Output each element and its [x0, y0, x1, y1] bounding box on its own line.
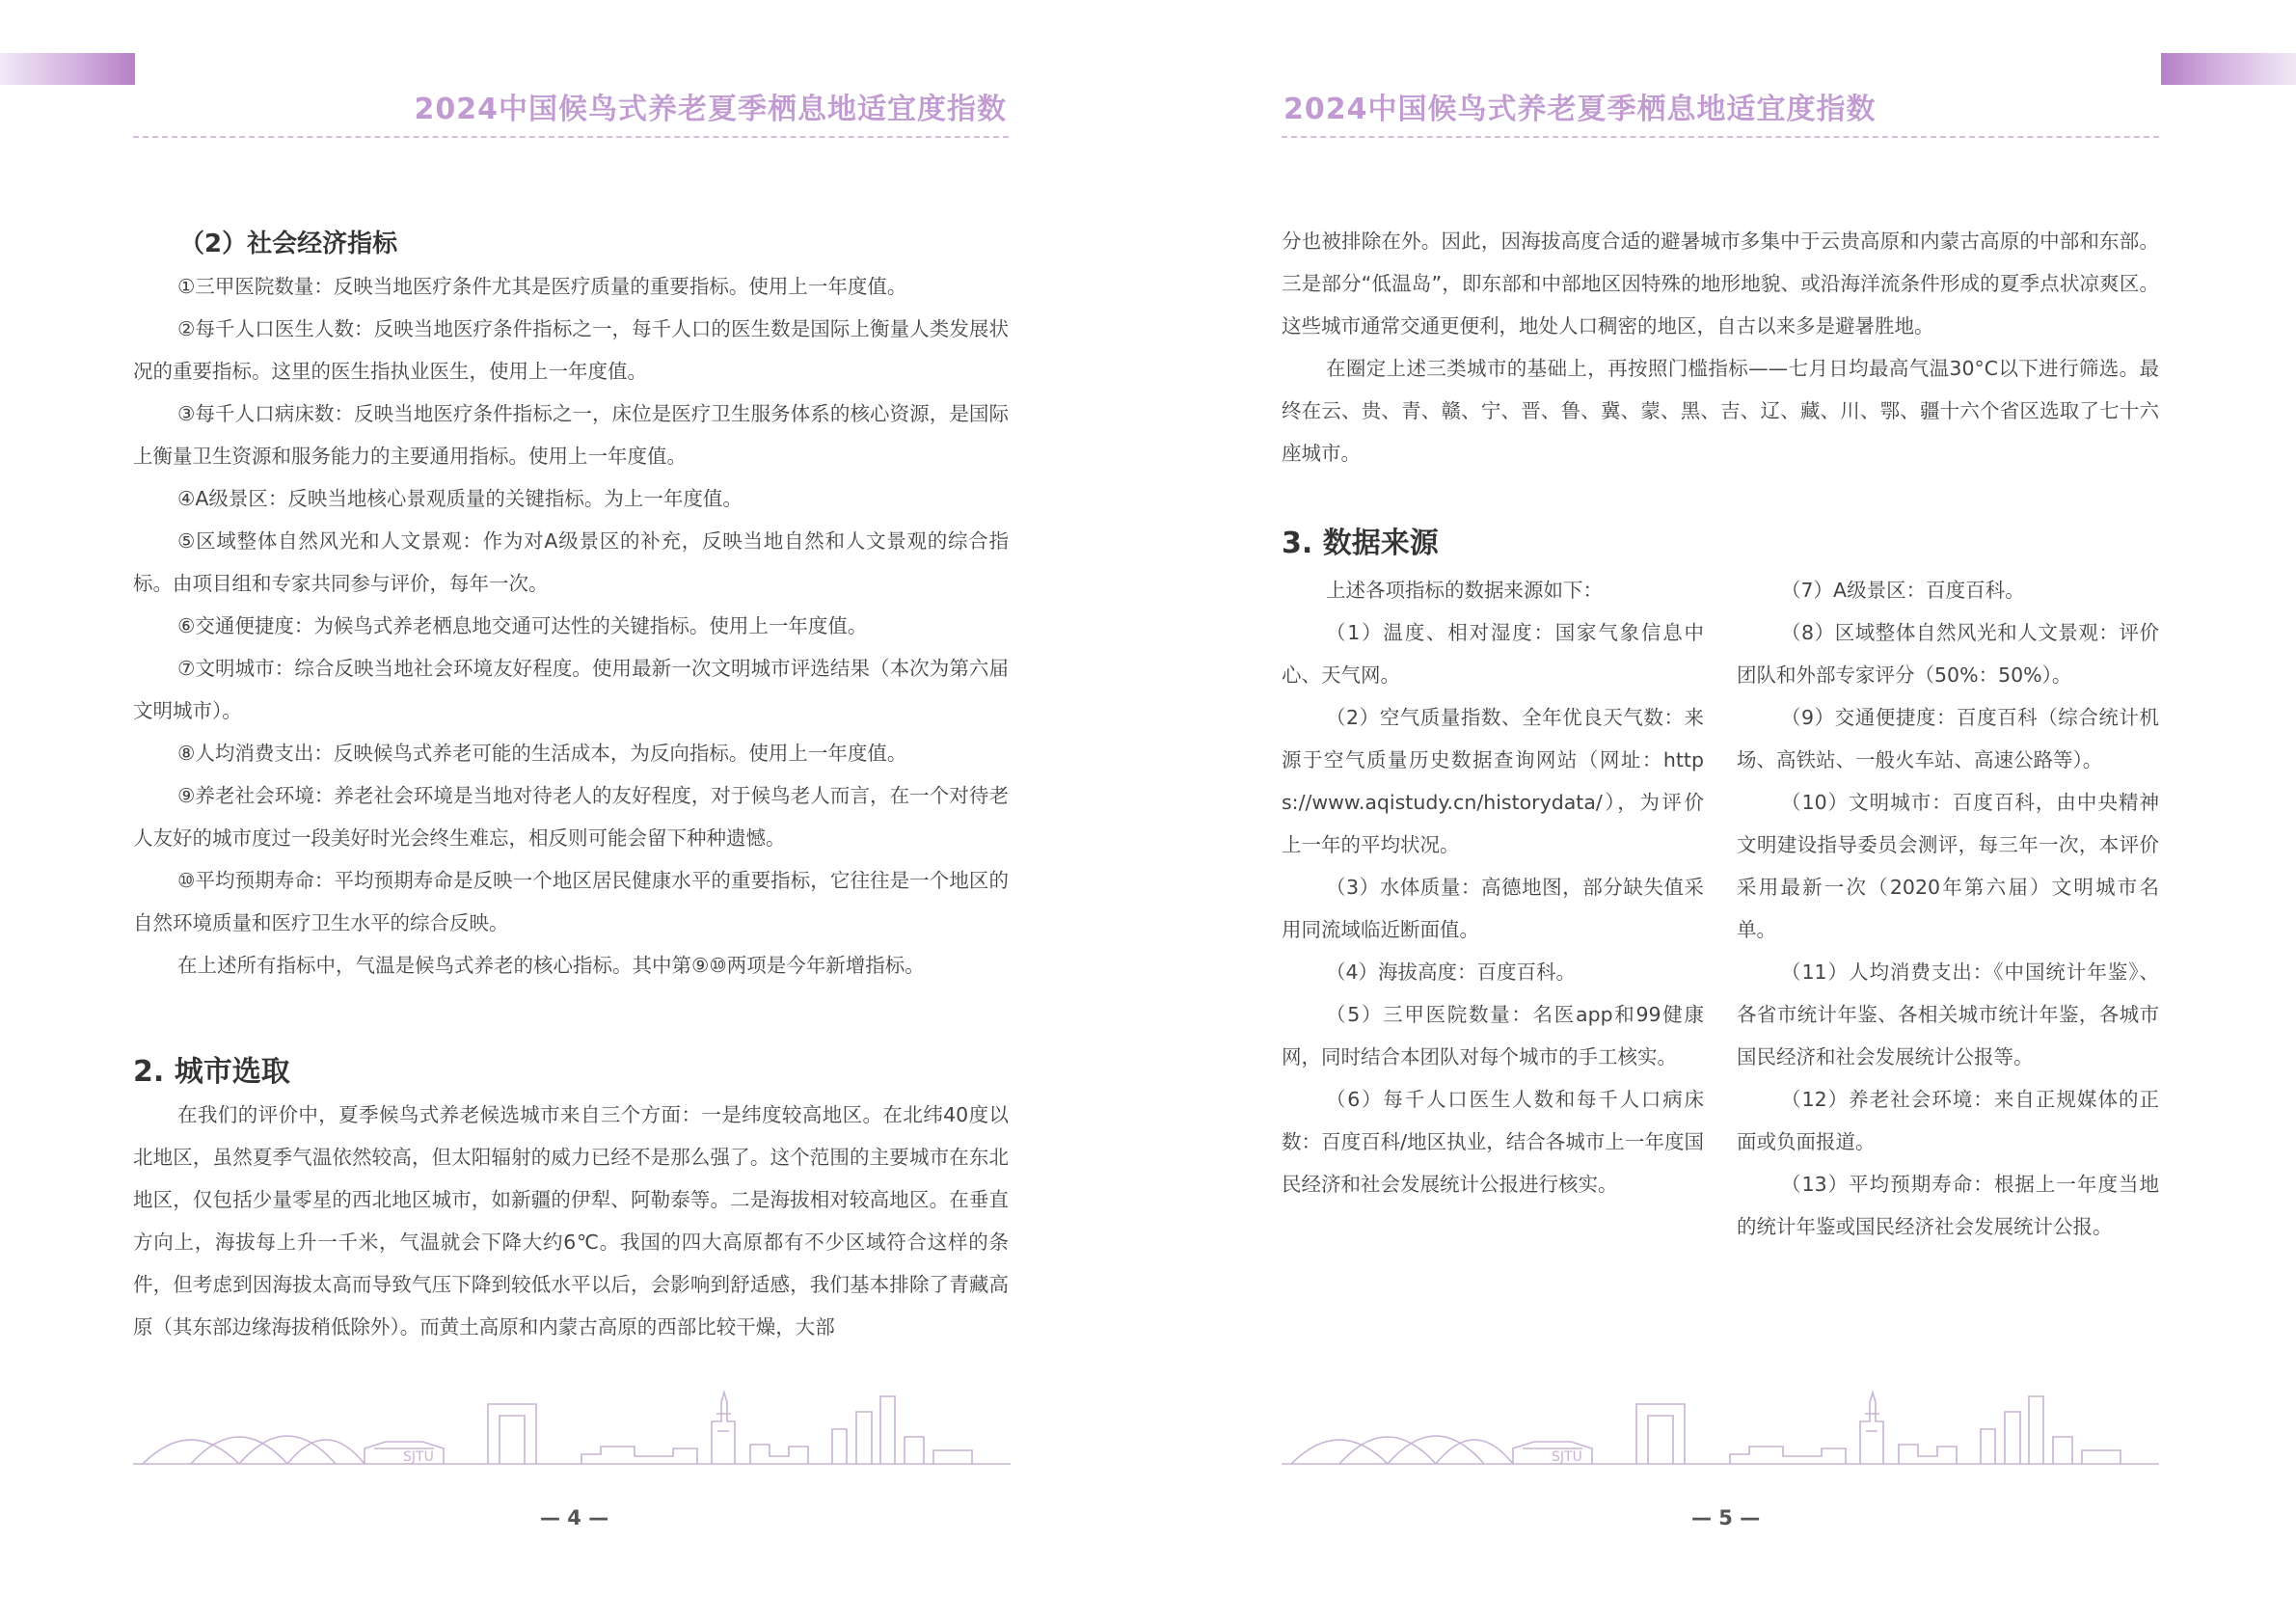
paragraph: ④A级景区：反映当地核心景观质量的关键指标。为上一年度值。 — [177, 487, 743, 510]
data-sources-columns — [1282, 569, 2159, 1248]
skyline-label: SJTU — [1552, 1449, 1582, 1465]
left-header-tab — [0, 53, 135, 85]
paragraph: ⑨养老社会环境：养老社会环境是当地对待老人的友好程度，对于候鸟老人而言，在一个对待老人友好的城市度过一段美好时光会终生难忘，相反则可能会留下种种遗憾。 — [133, 784, 1009, 850]
paragraph: 在上述所有指标中，气温是候鸟式养老的核心指标。其中第⑨⑩两项是今年新增指标。 — [177, 954, 925, 977]
section-heading: 3. 数据来源 — [1282, 527, 1439, 560]
right-continued-text — [1282, 220, 2159, 474]
list-item: （6）每千人口医生人数和每千人口病床数：百度百科/地区执业，结合各城市上一年度国民经济和社会发展统计公报进行核实。 — [1282, 1088, 1704, 1196]
paragraph: ②每千人口医生人数：反映当地医疗条件指标之一，每千人口的医生数是国际上衡量人类发展状况的重要指标。这里的医生指执业医生，使用上一年度值。 — [133, 317, 1009, 383]
list-item: （11）人均消费支出：《中国统计年鉴》、各省市统计年鉴、各相关城市统计年鉴，各城市国民经济和社会发展统计公报等。 — [1737, 960, 2159, 1068]
page-number: — 4 — — [540, 1506, 609, 1529]
list-item: （2）空气质量指数、全年优良天气数：来源于空气质量历史数据查询网站（网址：https://www.aqistudy.cn/historydata/），为评价上一年的平均状况。 — [1282, 706, 1704, 856]
running-title: 2024中国候鸟式养老夏季栖息地适宜度指数 — [414, 93, 1007, 126]
right-header-tab — [2161, 53, 2296, 85]
section-data-sources-heading-block — [1282, 523, 2159, 565]
list-item: （3）水体质量：高德地图，部分缺失值采用同流域临近断面值。 — [1282, 876, 1704, 941]
paragraph: ①三甲医院数量：反映当地医疗条件尤其是医疗质量的重要指标。使用上一年度值。 — [177, 275, 907, 298]
header-divider — [133, 136, 1009, 138]
paragraph: ⑧人均消费支出：反映候鸟式养老可能的生活成本，为反向指标。使用上一年度值。 — [177, 742, 907, 765]
paragraph: ⑦文明城市：综合反映当地社会环境友好程度。使用最新一次文明城市评选结果（本次为第六届文明城市）。 — [133, 657, 1009, 722]
city-skyline-illustration — [1282, 1389, 2159, 1466]
city-skyline-illustration — [133, 1389, 1011, 1466]
paragraph: ③每千人口病床数：反映当地医疗条件指标之一，床位是医疗卫生服务体系的核心资源，是国际上衡量卫生资源和服务能力的主要通用指标。使用上一年度值。 — [133, 402, 1009, 468]
sub-heading: （2）社会经济指标 — [179, 230, 398, 258]
list-item: 上述各项指标的数据来源如下： — [1326, 579, 1603, 602]
list-item: （9）交通便捷度：百度百科（综合统计机场、高铁站、一般火车站、高速公路等）。 — [1737, 706, 2159, 771]
section-city-selection — [133, 1051, 1009, 1348]
paragraph: ⑥交通便捷度：为候鸟式养老栖息地交通可达性的关键指标。使用上一年度值。 — [177, 614, 868, 637]
paragraph: 分也被排除在外。因此，因海拔高度合适的避暑城市多集中于云贵高原和内蒙古高原的中部和东部。三是部分“低温岛”，即东部和中部地区因特殊的地形地貌、或沿海洋流条件形成的夏季点状凉爽区。这些城市通常交通更便利，地处人口稠密的地区，自古以来多是避暑胜地。 — [1282, 230, 2159, 338]
paragraph: ⑤区域整体自然风光和人文景观：作为对A级景区的补充，反映当地自然和人文景观的综合指标。由项目组和专家共同参与评价，每年一次。 — [133, 529, 1009, 595]
skyline-label: SJTU — [403, 1449, 434, 1465]
paragraph: ⑩平均预期寿命：平均预期寿命是反映一个地区居民健康水平的重要指标，它往往是一个地区的自然环境质量和医疗卫生水平的综合反映。 — [133, 869, 1009, 934]
header-divider — [1282, 136, 2159, 138]
running-title: 2024中国候鸟式养老夏季栖息地适宜度指数 — [1283, 93, 1877, 126]
list-item: （12）养老社会环境：来自正规媒体的正面或负面报道。 — [1737, 1088, 2159, 1153]
list-item: （7）A级景区：百度百科。 — [1781, 579, 2025, 602]
page-number: — 5 — — [1691, 1506, 1761, 1529]
paragraph: 在圈定上述三类城市的基础上，再按照门槛指标——七月日均最高气温30°C以下进行筛选。最终在云、贵、青、赣、宁、晋、鲁、冀、蒙、黑、吉、辽、藏、川、鄂、疆十六个省区选取了七十六座城市。 — [1282, 357, 2159, 465]
paragraph: 在我们的评价中，夏季候鸟式养老候选城市来自三个方面：一是纬度较高地区。在北纬40度以北地区，虽然夏季气温依然较高，但太阳辐射的威力已经不是那么强了。这个范围的主要城市在东北地区，仅包括少量零星的西北地区城市，如新疆的伊犁、阿勒泰等。二是海拔相对较高地区。在垂直方向上，海拔每上升一千米，气温就会下降大约6℃。我国的四大高原都有不少区域符合这样的条件，但考虑到因海拔太高而导致气压下降到较低水平以后，会影响到舒适感，我们基本排除了青藏高原（其东部边缘海拔稍低除外）。而黄土高原和内蒙古高原的西部比较干燥，大部 — [133, 1103, 1009, 1339]
list-item: （10）文明城市：百度百科，由中央精神文明建设指导委员会测评，每三年一次，本评价采用最新一次（2020年第六届）文明城市名单。 — [1737, 791, 2159, 941]
list-item: （1）温度、相对湿度：国家气象信息中心、天气网。 — [1282, 621, 1704, 687]
list-item: （8）区域整体自然风光和人文景观：评价团队和外部专家评分（50%：50%）。 — [1737, 621, 2159, 687]
list-item: （5）三甲医院数量：名医app和99健康网，同时结合本团队对每个城市的手工核实。 — [1282, 1003, 1704, 1068]
data-sources-column-1 — [1282, 569, 1704, 1248]
list-item: （13）平均预期寿命：根据上一年度当地的统计年鉴或国民经济社会发展统计公报。 — [1737, 1173, 2159, 1238]
data-sources-column-2 — [1737, 569, 2159, 1248]
section-heading: 2. 城市选取 — [133, 1055, 290, 1089]
right-page — [1148, 0, 2296, 1623]
left-main-text — [133, 223, 1009, 987]
list-item: （4）海拔高度：百度百科。 — [1326, 960, 1577, 984]
